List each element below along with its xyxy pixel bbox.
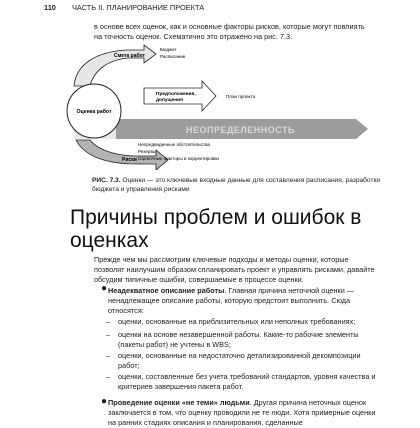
bullet-1-text: . Главная причина неточной оценки — ненадлежащее описание работы, которую предстоит выполнить. Сюда относятся: bbox=[108, 286, 355, 315]
body-paragraph: Прежде чем мы рассмотрим ключевые подходы и методы оценки, которые позволят наилучшим образом спланировать проект и управлять рисками, давайте обсудим типичные ошибки, совершаемые в процессе оценки. bbox=[94, 255, 375, 284]
output-budget: Бюджет bbox=[160, 47, 177, 52]
sub-item-3: – оценки, основанные на недостаточно детализированной декомпозиции работ; bbox=[106, 351, 361, 370]
section-title: Причины проблем и ошибок в оценках bbox=[70, 206, 362, 252]
risk-item-2: Резервы bbox=[138, 149, 157, 154]
bullet-1-heading: Неадекватное описание работы bbox=[108, 286, 225, 295]
running-header bbox=[44, 3, 204, 12]
arrow-top bbox=[74, 45, 156, 86]
uncertainty-label: НЕОПРЕДЕЛЕННОСТЬ bbox=[186, 125, 295, 135]
part-title: ЧАСТЬ II. ПЛАНИРОВАНИЕ ПРОЕКТА bbox=[72, 3, 205, 12]
bullet-marker-2: ● bbox=[101, 396, 108, 407]
sub-item-4: – оценки, составленные без учета требований стандартов, уровня качества и критериев завершения пакета работ. bbox=[106, 372, 376, 391]
sub-item-3-text: оценки, основанные на недостаточно детализированной декомпозиции работ; bbox=[118, 351, 361, 370]
output-schedule: Расписание bbox=[160, 54, 186, 59]
output-plan: План проекта bbox=[226, 94, 256, 99]
sub-item-2-text: оценки на основе незавершенной работы. Какие-то рабочие элементы (пакеты работ) не учтены в WBS; bbox=[118, 330, 359, 349]
caption-text: Оценки — это ключевые входные данные для составления расписания, разработки бюджета и управления рисками bbox=[92, 177, 381, 193]
risk-item-1: Непредвиденные обстоятельства bbox=[138, 142, 210, 147]
sub-item-1-text: оценки, основанные на приблизительных или неполных требованиях; bbox=[118, 317, 356, 326]
sub-item-4-text: оценки, составленные без учета требований стандартов, уровня качества и критериев завершения пакета работ. bbox=[118, 372, 376, 391]
arrow-middle-label-1: Предположения, bbox=[156, 92, 196, 97]
intro-paragraph: в основе всех оценок, как и основные факторы рисков, которые могут повлиять на точность оценок. Схематично это отражено на рис. 7.3. bbox=[94, 22, 365, 41]
bullet-2 bbox=[108, 398, 378, 428]
estimation-diagram bbox=[56, 40, 386, 170]
estimation-circle-label: Оценка работ bbox=[76, 109, 112, 115]
page-number: 110 bbox=[44, 3, 56, 12]
arrow-bottom-label: Риски bbox=[122, 157, 137, 163]
arrow-middle-label-2: допущения bbox=[156, 98, 183, 103]
bullet-1 bbox=[108, 286, 378, 316]
caption-label: РИС. 7.3. bbox=[92, 177, 121, 184]
arrow-top-label: Смета работ bbox=[114, 53, 145, 59]
bullet-marker-1: ● bbox=[101, 283, 108, 294]
bullet-2-heading: Проведение оценки «не теми» людьми bbox=[108, 398, 250, 407]
risk-item-3: Оценочные факторы и корректировки bbox=[138, 156, 219, 161]
sub-item-1: – оценки, основанные на приблизительных или неполных требованиях; bbox=[106, 317, 356, 326]
figure-caption bbox=[92, 176, 392, 194]
bullet-2-text: . Другая причина неточных оценок заключается в том, что оценку проводили не те люди. Хотя примерные оценки на ранних стадиях описания и планирования, сделанные bbox=[108, 398, 376, 427]
sub-item-2: – оценки на основе незавершенной работы. Какие-то рабочие элементы (пакеты работ) не учтены в WBS; bbox=[106, 330, 359, 349]
